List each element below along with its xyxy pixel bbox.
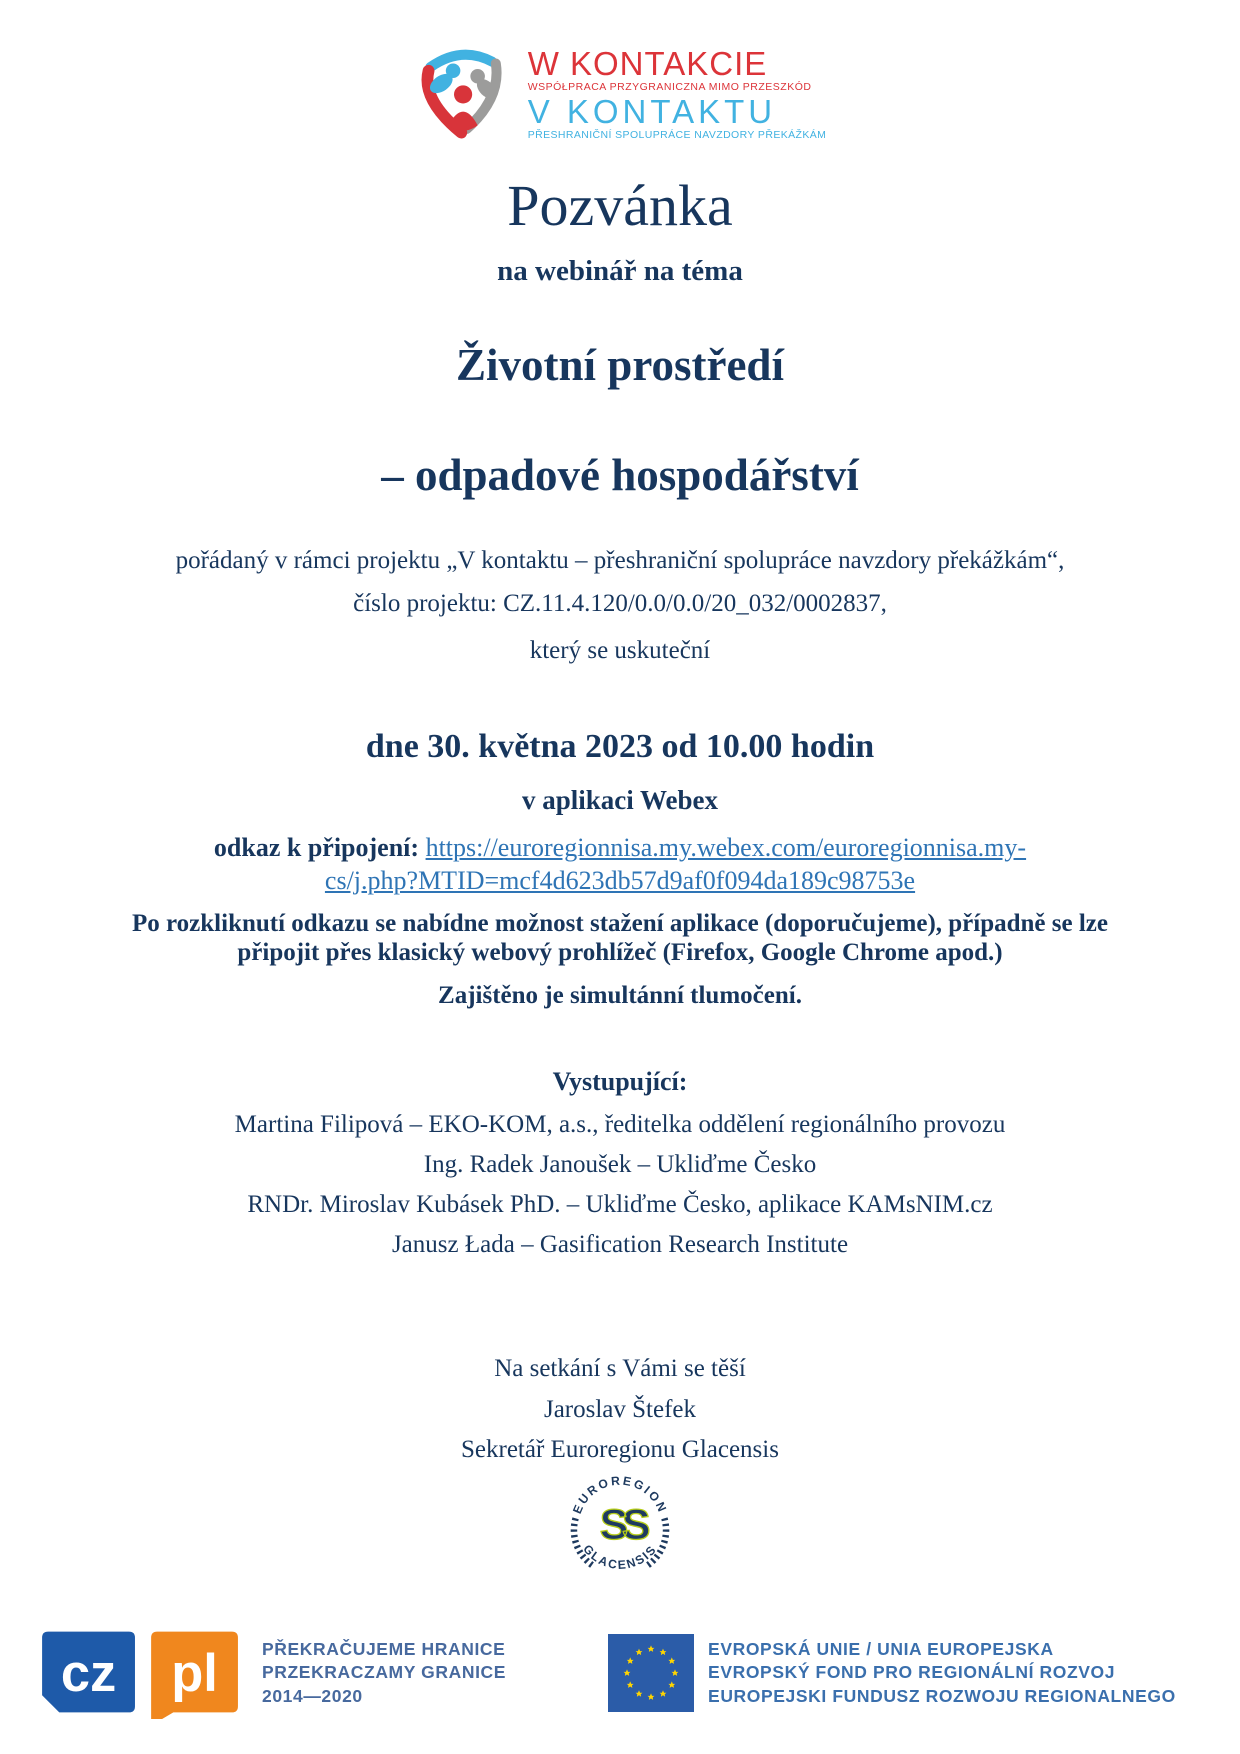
svg-text:pl: pl: [171, 1644, 218, 1704]
eu-line-union: EVROPSKÁ UNIE / UNIA EUROPEJSKA: [708, 1639, 1054, 1660]
intro-connector: který se uskuteční: [529, 637, 711, 665]
brand-name-pl: W KONTAKCIE: [527, 44, 768, 82]
event-platform: v aplikaci Webex: [521, 785, 719, 816]
speaker-item: Ing. Radek Janoušek – Ukliďme Česko: [423, 1151, 817, 1179]
euroregion-glacensis-logo: [0, 1468, 1240, 1585]
webinar-topic-line2: – odpadové hospodářství: [381, 450, 859, 501]
svg-text:cz: cz: [60, 1644, 117, 1704]
czpl-logo-icon: [32, 1627, 244, 1719]
webinar-topic-line1: Životní prostředí: [456, 340, 784, 391]
speaker-item: Martina Filipová – EKO-KOM, a.s., ředitelka oddělení regionálního provozu: [234, 1111, 1006, 1139]
brand-name-cz: V KONTAKTU: [527, 93, 777, 130]
event-datetime: dne 30. května 2023 od 10.00 hodin: [365, 728, 875, 766]
footer-logos: [0, 1627, 1240, 1719]
svg-text:EUROREGION: EUROREGION: [570, 1473, 670, 1516]
closing-line: Na setkání s Vámi se těší: [494, 1355, 746, 1383]
czpl-slogan-cz: PŘEKRAČUJEME HRANICE: [262, 1639, 506, 1660]
czpl-slogan-pl: PRZEKRACZAMY GRANICE: [262, 1662, 507, 1683]
speaker-item: RNDr. Miroslav Kubásek PhD. – Ukliďme Česko, aplikace KAMsNIM.cz: [247, 1191, 993, 1219]
eu-line-fund-cz: EVROPSKÝ FOND PRO REGIONÁLNÍ ROZVOJ: [708, 1662, 1116, 1683]
page-title: Pozvánka: [507, 173, 733, 238]
czpl-programme-logo: [32, 1627, 506, 1719]
project-number: číslo projektu: CZ.11.4.120/0.0/0.0/20_032/0002837,: [353, 590, 887, 618]
join-link-line: [120, 831, 1120, 899]
shield-people-icon: [414, 42, 514, 145]
project-description: pořádaný v rámci projektu „V kontaktu – přeshraniční spolupráce navzdory překážkám“,: [175, 547, 1065, 575]
closing-name: Jaroslav Štefek: [543, 1396, 697, 1424]
w-kontakcie-logo: [0, 42, 1240, 145]
connection-note: Po rozkliknutí odkazu se nabídne možnost stažení aplikace (doporučujeme), případně se lze připojit přes klasický webový prohlížeč (Firefox, Google Chrome apod.): [132, 910, 1108, 967]
eu-flag-icon: [608, 1634, 694, 1712]
brand-tagline-pl: WSPÓŁPRACA PRZYGRANICZNA MIMO PRZESZKÓD: [527, 80, 812, 93]
speakers-heading: Vystupující:: [552, 1066, 688, 1096]
subtitle: na webinář na téma: [497, 254, 743, 287]
svg-text:SS: SS: [599, 1500, 644, 1549]
interpretation-note: Zajištěno je simultánní tlumočení.: [438, 981, 802, 1009]
eu-funding-logo: [608, 1634, 1176, 1712]
brand-tagline-cz: PŘESHRANIČNÍ SPOLUPRÁCE NAVZDORY PŘEKÁŽKÁM: [527, 129, 827, 141]
glacensis-seal-icon: [564, 1468, 676, 1580]
join-link-label: odkaz k připojení:: [213, 832, 420, 862]
svg-text:GLACENSIS: GLACENSIS: [580, 1541, 660, 1573]
closing-role: Sekretář Euroregionu Glacensis: [461, 1436, 779, 1464]
czpl-period: 2014—2020: [262, 1685, 363, 1706]
webex-join-link[interactable]: https://euroregionnisa.my.webex.com/euroregionnisa.my- cs/j.php?MTID=mcf4d623db57d9af0f094da189c98753e: [324, 832, 1027, 896]
speaker-item: Janusz Łada – Gasification Research Institute: [391, 1231, 849, 1259]
eu-line-fund-pl: EUROPEJSKI FUNDUSZ ROZWOJU REGIONALNEGO: [708, 1685, 1176, 1706]
